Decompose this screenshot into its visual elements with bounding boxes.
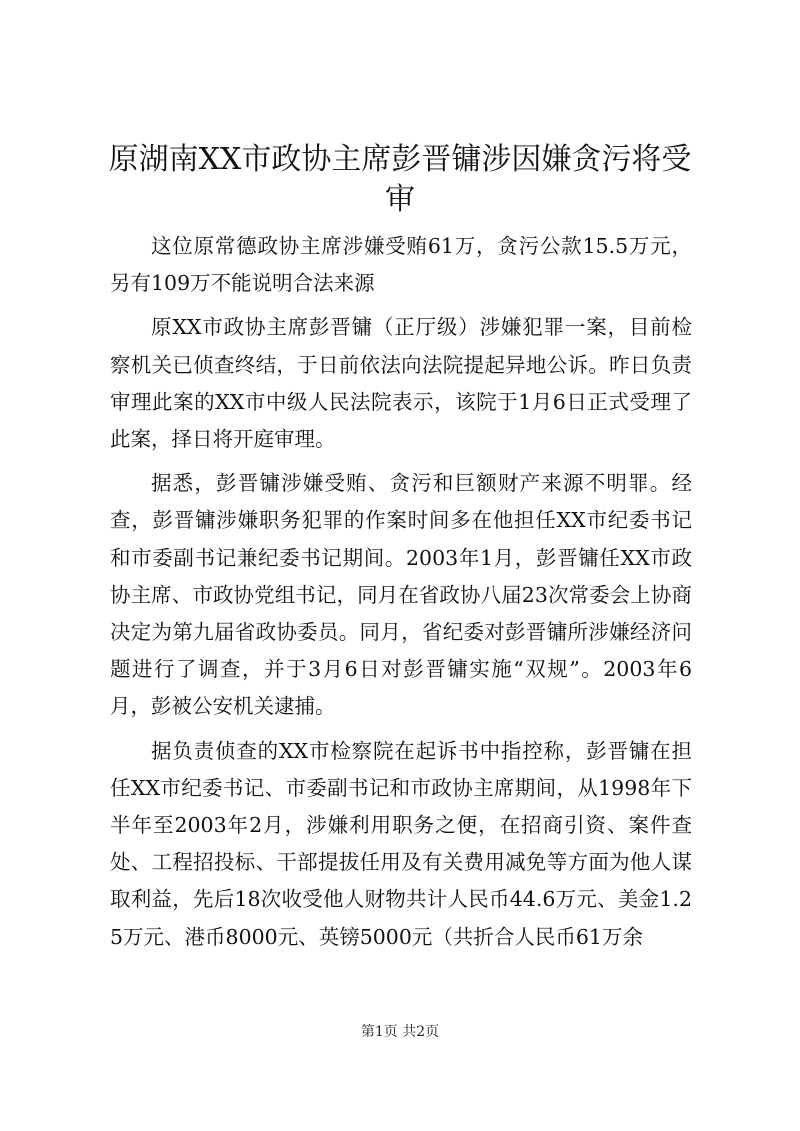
paragraph-background: 据悉，彭晋镛涉嫌受贿、贪污和巨额财产来源不明罪。经查，彭晋镛涉嫌职务犯罪的作案时间多在他担任XX市纪委书记和市委副书记兼纪委书记期间。2003年1月，彭晋镛任XX市政协主席、市政协党组书记，同月在省政协八届23次常委会上协商决定为第九届省政协委员。同月，省纪委对彭晋镛所涉嫌经济问题进行了调查，并于3月6日对彭晋镛实施“双规”。2003年6月，彭被公安机关逮捕。: [110, 471, 692, 719]
paragraph-summary: 这位原常德政协主席涉嫌受贿61万，贪污公款15.5万元，另有109万不能说明合法来源: [110, 234, 692, 296]
document-body: [110, 228, 692, 963]
paragraph-indictment: 据负责侦查的XX市检察院在起诉书中指控称，彭晋镛在担任XX市纪委书记、市委副书记和市政协主席期间，从1998年下半年至2003年2月，涉嫌利用职务之便，在招商引资、案件查处、工程招投标、干部提拔任用及有关费用减免等方面为他人谋取利益，先后18次收受他人财物共计人民币44.6万元、美金1.25万元、港币8000元、英镑5000元（共折合人民币61万余: [110, 738, 692, 949]
document-title: 原湖南XX市政协主席彭晋镛涉因嫌贪污将受审: [108, 142, 692, 217]
paragraph-case-status: 原XX市政协主席彭晋镛（正厅级）涉嫌犯罪一案，目前检察机关已侦查终结，于日前依法向法院提起异地公诉。昨日负责审理此案的XX市中级人民法院表示，该院于1月6日正式受理了此案，择日将开庭审理。: [110, 315, 692, 452]
page-footer: 第1页 共2页: [360, 1024, 440, 1040]
